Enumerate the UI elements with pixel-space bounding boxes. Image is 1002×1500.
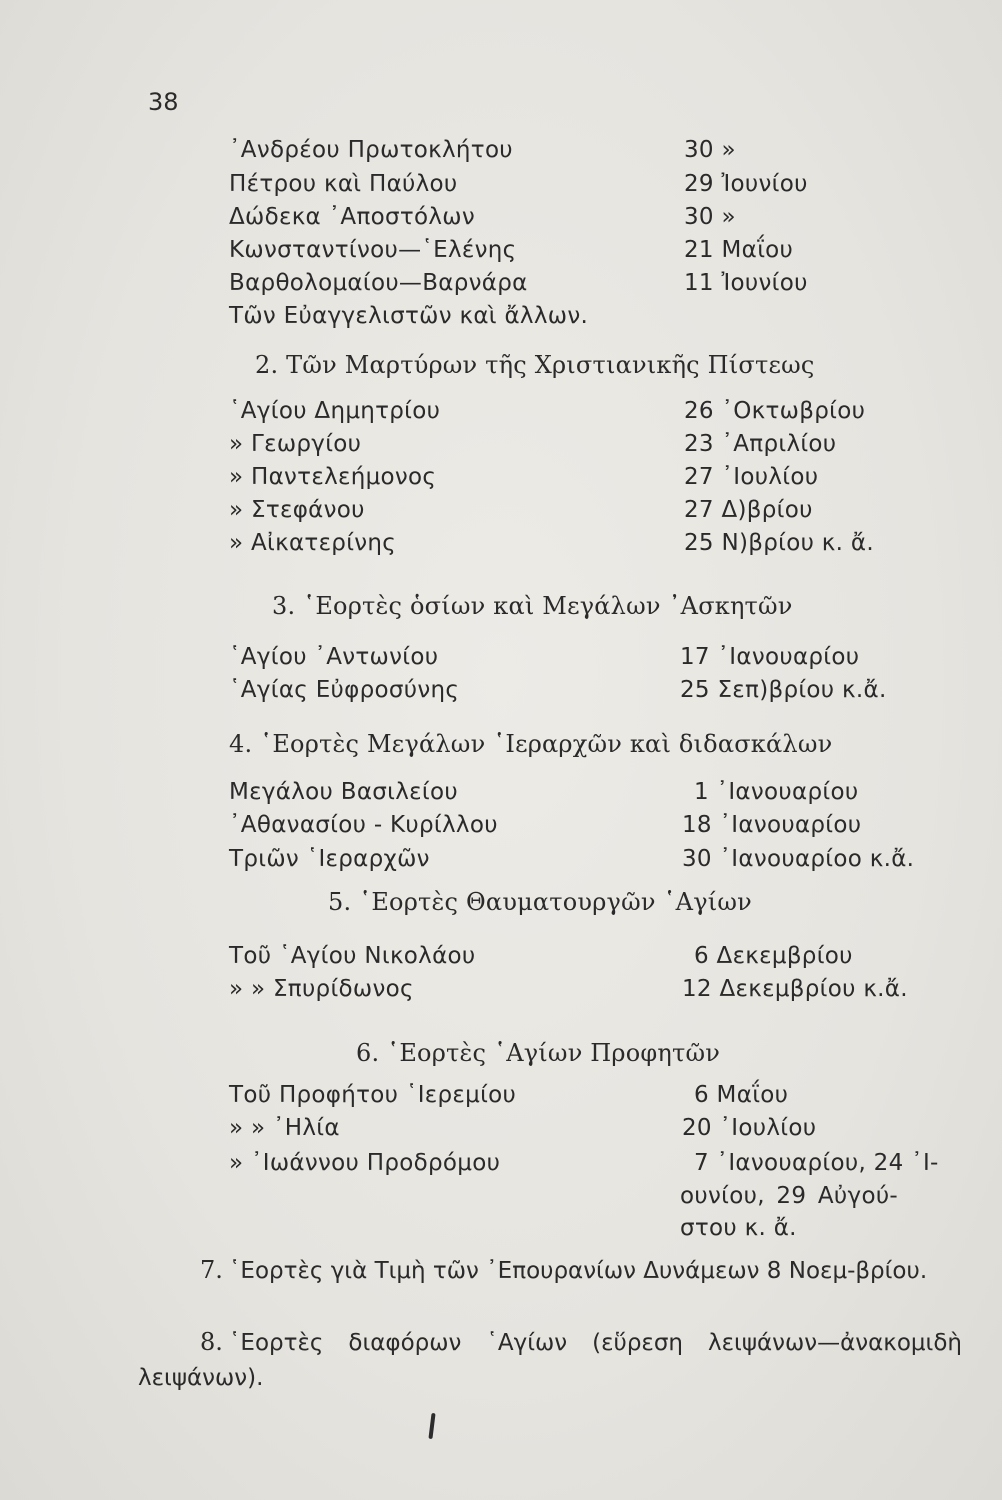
- list-item: [0, 270, 1002, 304]
- list-item: [0, 1150, 1002, 1184]
- section-text: ῾Εορτὲς γιὰ Τιμὴ τῶν ᾿Επουρανίων Δυνάμεων 8 Νοεμ-βρίου.: [228, 1258, 928, 1284]
- feast-name: Μεγάλου Βασιλείου: [229, 779, 458, 805]
- paragraph-section-8: [138, 1325, 962, 1396]
- list-item: [0, 530, 1002, 564]
- feast-name: » » Σπυρίδωνος: [229, 976, 414, 1002]
- list-item: [0, 1082, 1002, 1116]
- list-item: [0, 398, 1002, 432]
- feast-name: » Στεφάνου: [229, 497, 365, 523]
- list-item-continuation: [0, 1183, 1002, 1217]
- feast-date: 25 Ν)βρίου κ. ἄ.: [684, 530, 874, 556]
- feast-date: 6 Μαΐου: [694, 1082, 789, 1108]
- list-item: [0, 431, 1002, 465]
- feast-name: » Αἰκατερίνης: [229, 530, 397, 556]
- feast-date-continuation: στου κ. ἄ.: [680, 1215, 797, 1241]
- feast-name: Τοῦ ῾Αγίου Νικολάου: [229, 943, 476, 969]
- section-heading: 6. ῾Εορτὲς ῾Αγίων Προφητῶν: [356, 1039, 721, 1067]
- list-item: [0, 303, 1002, 337]
- feast-name: Βαρθολομαίου—Βαρνάρα: [229, 270, 528, 296]
- feast-date: 6 Δεκεμβρίου: [694, 943, 853, 969]
- list-item: [0, 497, 1002, 531]
- page-number: 38: [148, 88, 179, 116]
- feast-date-continuation: ουνίου, 29 Αὐγού-: [680, 1183, 899, 1209]
- list-item: [0, 943, 1002, 977]
- feast-name: Κωνσταντίνου—῾Ελένης: [229, 237, 517, 263]
- feast-date: 27 ᾿Ιουλίου: [684, 464, 819, 490]
- feast-name: ᾿Ανδρέου Πρωτοκλήτου: [229, 137, 513, 163]
- ink-mark: [428, 1413, 435, 1439]
- feast-name: Τριῶν ῾Ιεραρχῶν: [229, 846, 430, 872]
- section-heading: 2. Τῶν Μαρτύρων τῆς Χριστιανικῆς Πίστεως: [255, 351, 815, 379]
- feast-date: 29 Ἰουνίου: [684, 171, 808, 197]
- feast-name: Τοῦ Προφήτου ῾Ιερεμίου: [229, 1082, 517, 1108]
- list-item: [0, 464, 1002, 498]
- feast-date: 26 ᾿Οκτωβρίου: [684, 398, 866, 424]
- section-heading: 5. ῾Εορτὲς Θαυματουργῶν ῾Αγίων: [328, 888, 752, 916]
- section-number: 7.: [200, 1256, 223, 1284]
- feast-name: ᾿Αθανασίου - Κυρίλλου: [229, 812, 498, 838]
- feast-name: » » ᾿Ηλία: [229, 1115, 340, 1141]
- section-number: 8.: [200, 1328, 223, 1356]
- list-item: [0, 976, 1002, 1010]
- feast-date: 20 ᾿Ιουλίου: [682, 1115, 817, 1141]
- list-item: [0, 644, 1002, 678]
- feast-date: 27 Δ)βρίου: [684, 497, 813, 523]
- feast-name: ῾Αγίου Δημητρίου: [229, 398, 441, 424]
- list-item: [0, 846, 1002, 880]
- section-text: ῾Εορτὲς διαφόρων ῾Αγίων (εὕρεση λειψάνων—ἀνακομιδὴ λειψάνων).: [138, 1330, 962, 1391]
- list-item: [0, 204, 1002, 238]
- list-item: [0, 137, 1002, 171]
- list-item: [0, 779, 1002, 813]
- feast-name: » Παντελεήμονος: [229, 464, 437, 490]
- feast-name: ῾Αγίου ᾿Αντωνίου: [229, 644, 439, 670]
- feast-date: 30 ᾿Ιανουαρίοο κ.ἄ.: [682, 846, 915, 872]
- feast-date: 1 ᾿Ιανουαρίου: [694, 779, 859, 805]
- paragraph-section-7: [138, 1253, 962, 1289]
- feast-date: 18 ᾿Ιανουαρίου: [682, 812, 862, 838]
- section-heading: 3. ῾Εορτὲς ὁσίων καὶ Μεγάλων ᾿Ασκητῶν: [272, 592, 793, 620]
- list-item: [0, 812, 1002, 846]
- feast-date: 11 Ἰουνίου: [684, 270, 808, 296]
- feast-date: 30 »: [684, 204, 736, 230]
- feast-date: 25 Σεπ)βρίου κ.ἄ.: [680, 677, 887, 703]
- list-item: [0, 237, 1002, 271]
- feast-name: ῾Αγίας Εὐφροσύνης: [229, 677, 460, 703]
- list-item: [0, 677, 1002, 711]
- feast-date: 17 ᾿Ιανουαρίου: [680, 644, 860, 670]
- feast-date: 23 ᾿Απριλίου: [684, 431, 837, 457]
- feast-date: 21 Μαΐου: [684, 237, 794, 263]
- list-item-continuation: [0, 1215, 1002, 1249]
- feast-date: 30 »: [684, 137, 736, 163]
- feast-name: » Γεωργίου: [229, 431, 362, 457]
- feast-name: Δώδεκα ᾿Αποστόλων: [229, 204, 475, 230]
- list-item: [0, 1115, 1002, 1149]
- feast-date: 12 Δεκεμβρίου κ.ἄ.: [682, 976, 908, 1002]
- section-heading: 4. ῾Εορτὲς Μεγάλων ῾Ιεραρχῶν καὶ διδασκάλων: [229, 730, 833, 758]
- feast-date: 7 ᾿Ιανουαρίου, 24 ᾿Ι-: [694, 1150, 939, 1176]
- feast-name: Πέτρου καὶ Παύλου: [229, 171, 458, 197]
- feast-name: » ᾿Ιωάννου Προδρόμου: [229, 1150, 501, 1176]
- list-item: [0, 171, 1002, 205]
- feast-name: Τῶν Εὐαγγελιστῶν καὶ ἄλλων.: [229, 303, 589, 329]
